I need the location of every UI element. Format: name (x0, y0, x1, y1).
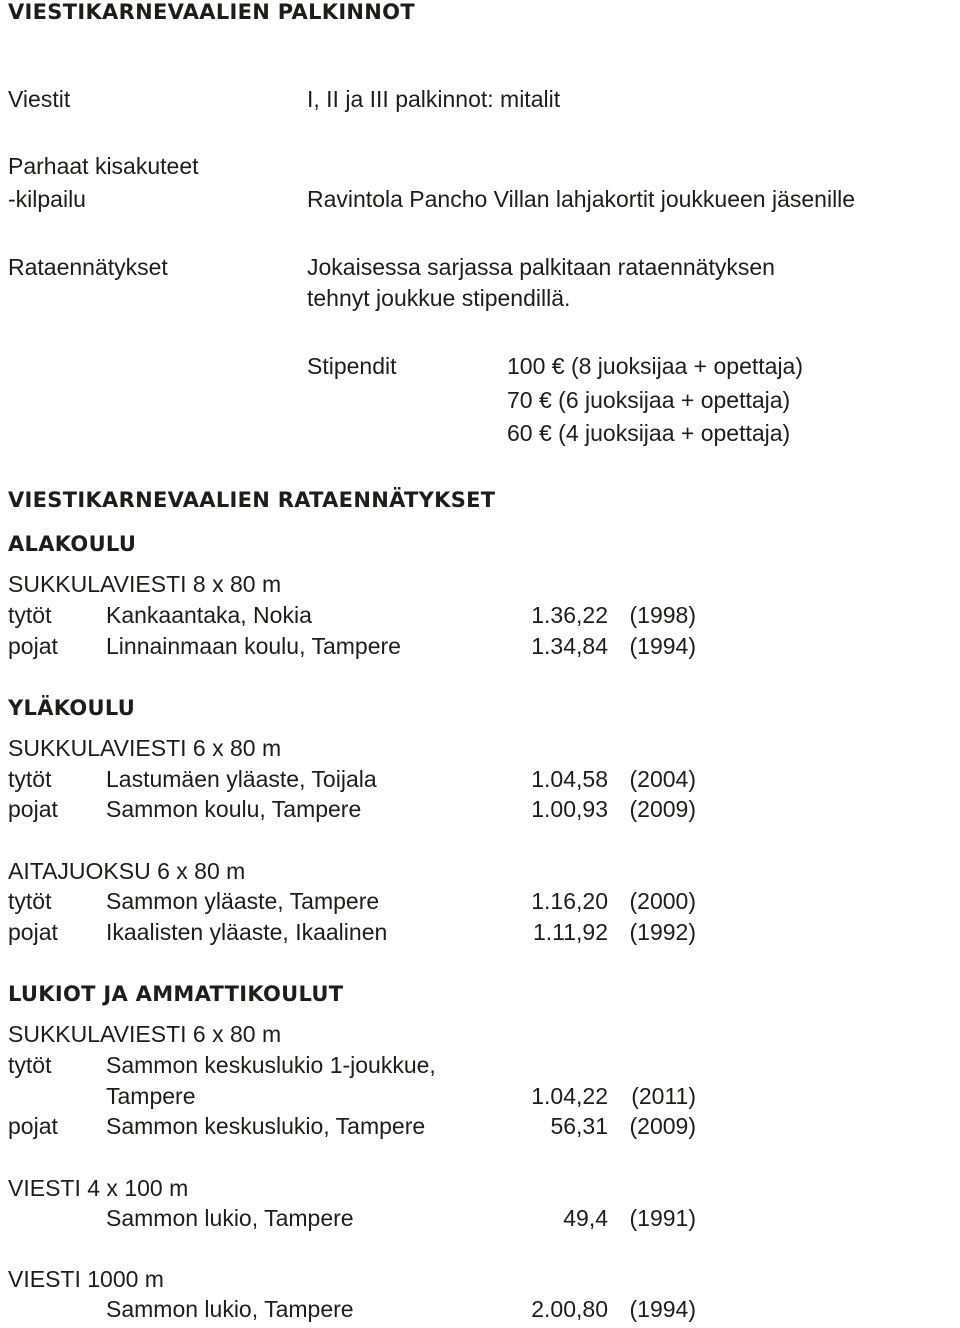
alakoulu-event: SUKKULAVIESTI 8 x 80 m (8, 571, 282, 597)
record-time: 49,4 (563, 1205, 608, 1231)
record-category: tytöt (8, 602, 52, 628)
record-team: Linnainmaan koulu, Tampere (106, 633, 401, 659)
record-year: (1994) (629, 1296, 696, 1322)
stipendi-item: 60 € (4 juoksijaa + opettaja) (507, 420, 791, 446)
record-team-continued: Tampere (106, 1083, 196, 1109)
record-time: 2.00,80 (531, 1296, 608, 1322)
record-team: Ikaalisten yläaste, Ikaalinen (106, 919, 388, 945)
records-title: VIESTIKARNEVAALIEN RATAENNÄTYKSET (8, 488, 496, 512)
ylakoulu-event1: SUKKULAVIESTI 6 x 80 m (8, 735, 282, 761)
record-category: tytöt (8, 1052, 52, 1078)
ylakoulu-heading: YLÄKOULU (8, 696, 136, 720)
record-time: 1.04,22 (531, 1083, 608, 1109)
rataennatykset-label: Rataennätykset (8, 254, 168, 280)
kisakuteet-value: Ravintola Pancho Villan lahjakortit joukkueen jäsenille (307, 186, 856, 212)
record-team: Sammon lukio, Tampere (106, 1205, 354, 1231)
viestit-value: I, II ja III palkinnot: mitalit (307, 86, 561, 112)
record-time: 56,31 (550, 1113, 608, 1139)
record-year: (2000) (629, 888, 696, 914)
record-year: (1992) (629, 919, 696, 945)
lukiot-event1: SUKKULAVIESTI 6 x 80 m (8, 1021, 282, 1047)
record-year: (2009) (629, 1113, 696, 1139)
alakoulu-heading: ALAKOULU (8, 532, 137, 556)
lukiot-event3: VIESTI 1000 m (8, 1266, 164, 1292)
record-year: (1994) (629, 633, 696, 659)
record-team: Kankaantaka, Nokia (106, 602, 312, 628)
rataennatykset-value-line2: tehnyt joukkue stipendillä. (307, 285, 571, 311)
record-team: Sammon yläaste, Tampere (106, 888, 380, 914)
record-year: (2004) (629, 766, 696, 792)
record-year: (2009) (629, 796, 696, 822)
kisakuteet-label-line2: -kilpailu (8, 186, 86, 212)
record-time: 1.16,20 (531, 888, 608, 914)
record-category: pojat (8, 1113, 58, 1139)
record-category: pojat (8, 633, 58, 659)
record-team: Lastumäen yläaste, Toijala (106, 766, 377, 792)
record-category: pojat (8, 919, 58, 945)
record-team: Sammon keskuslukio, Tampere (106, 1113, 426, 1139)
lukiot-heading: LUKIOT JA AMMATTIKOULUT (8, 982, 344, 1006)
record-time: 1.04,58 (531, 766, 608, 792)
record-time: 1.11,92 (532, 919, 608, 945)
stipendi-item: 70 € (6 juoksijaa + opettaja) (507, 387, 791, 413)
record-year: (2011) (631, 1083, 696, 1109)
record-time: 1.36,22 (531, 602, 608, 628)
prizes-title: VIESTIKARNEVAALIEN PALKINNOT (8, 0, 415, 24)
stipendi-item: 100 € (8 juoksijaa + opettaja) (507, 353, 804, 379)
rataennatykset-value-line1: Jokaisessa sarjassa palkitaan rataennätyksen (307, 254, 775, 280)
stipendit-label: Stipendit (307, 353, 397, 379)
record-year: (1991) (629, 1205, 696, 1231)
record-team: Sammon lukio, Tampere (106, 1296, 354, 1322)
record-year: (1998) (629, 602, 696, 628)
record-team: Sammon koulu, Tampere (106, 796, 362, 822)
record-team: Sammon keskuslukio 1-joukkue, (106, 1052, 436, 1078)
viestit-label: Viestit (8, 86, 71, 112)
ylakoulu-event2: AITAJUOKSU 6 x 80 m (8, 858, 246, 884)
record-category: tytöt (8, 888, 52, 914)
record-time: 1.00,93 (531, 796, 608, 822)
record-category: pojat (8, 796, 58, 822)
lukiot-event2: VIESTI 4 x 100 m (8, 1175, 189, 1201)
record-category: tytöt (8, 766, 52, 792)
kisakuteet-label-line1: Parhaat kisakuteet (8, 153, 199, 179)
record-time: 1.34,84 (531, 633, 608, 659)
